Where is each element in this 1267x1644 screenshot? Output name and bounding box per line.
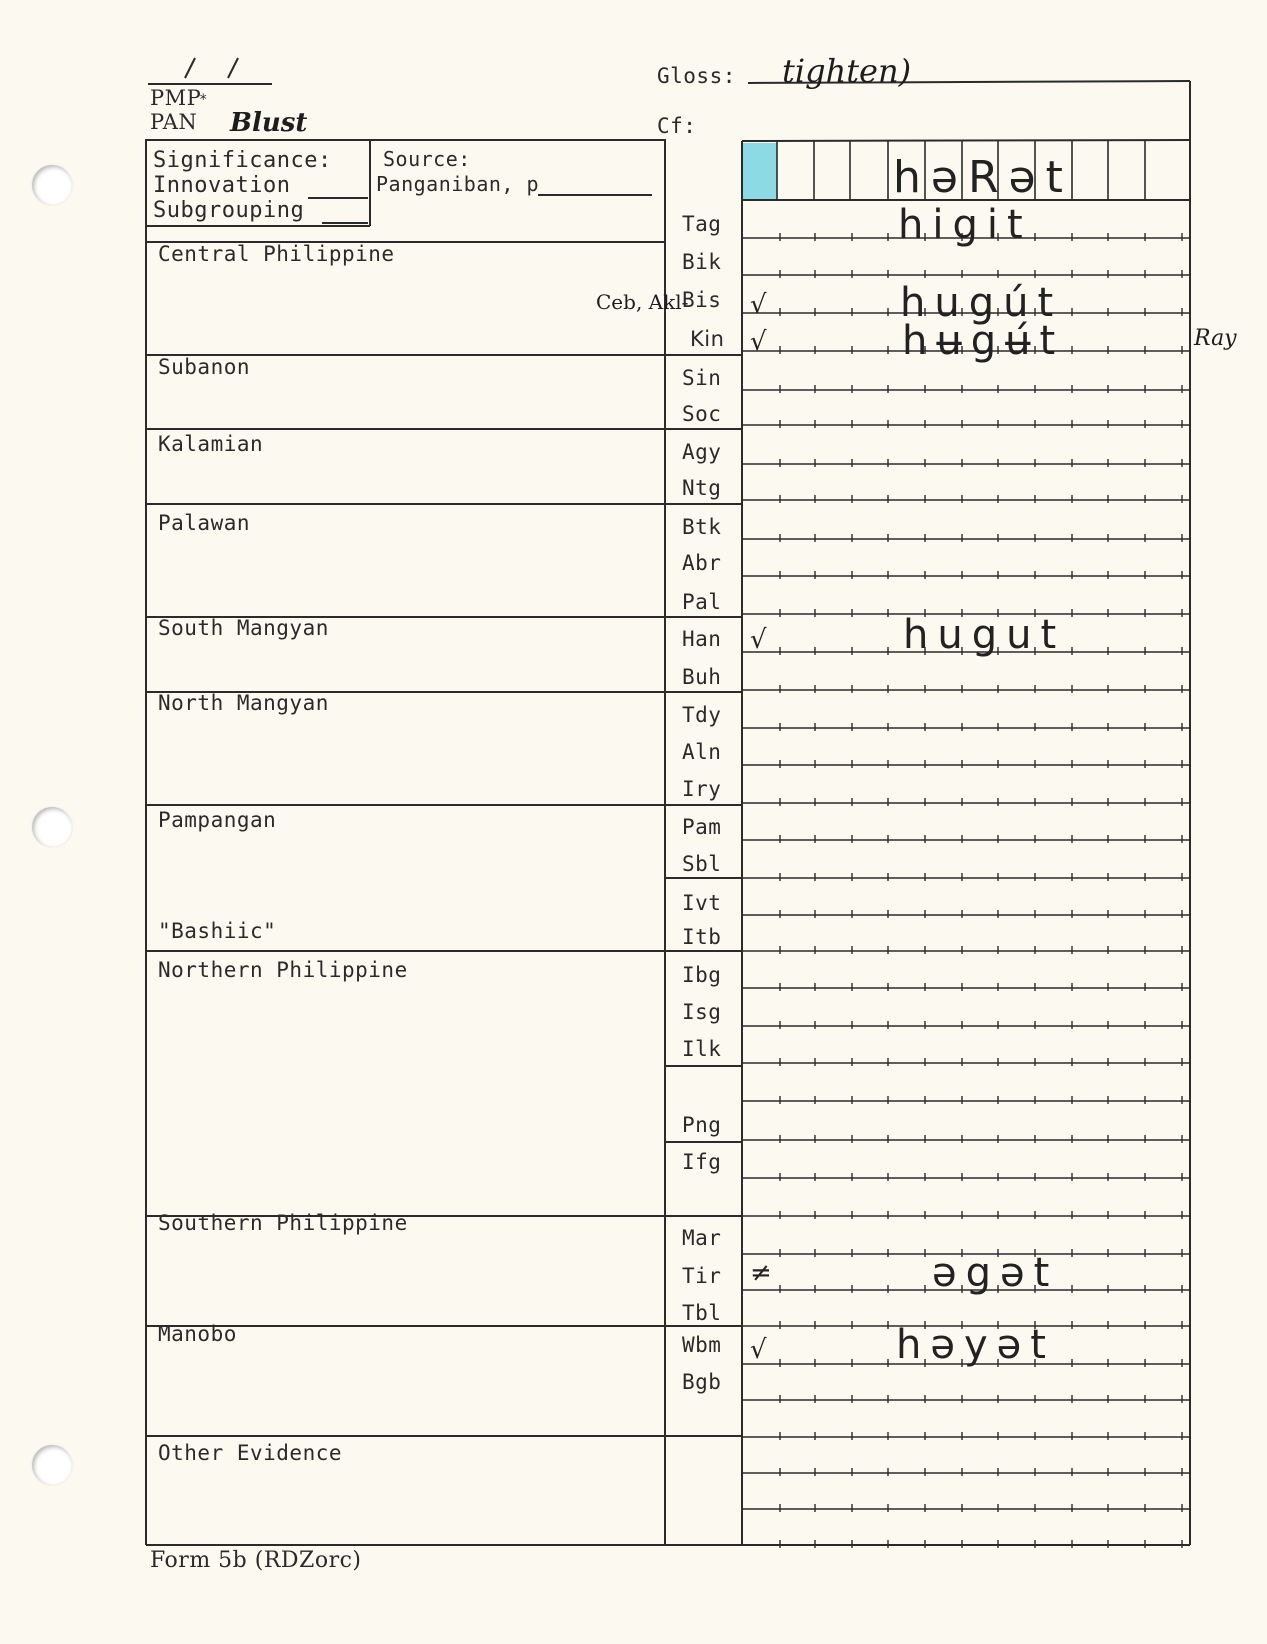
entry-bis: hugút: [900, 280, 1063, 326]
lang-tir: Tir: [682, 1264, 722, 1288]
lang-bik: Bik: [682, 250, 722, 274]
lang-ntg: Ntg: [682, 476, 722, 500]
lang-aln: Aln: [682, 740, 722, 764]
group-north-mangyan: North Mangyan: [158, 691, 329, 715]
lang-wbm: Wbm: [682, 1333, 722, 1357]
form-footer: Form 5b (RDZorc): [150, 1548, 362, 1573]
lang-tdy: Tdy: [682, 703, 722, 727]
lang-buh: Buh: [682, 665, 722, 689]
lang-sbl: Sbl: [682, 852, 722, 876]
check-han: √: [750, 625, 767, 655]
lang-soc: Soc: [682, 402, 722, 426]
group-pampangan: Pampangan: [158, 808, 277, 832]
significance-label: Significance:: [153, 148, 332, 173]
pan-annotation: Blust: [230, 108, 308, 138]
bis-prefix: Ceb, Akl-: [596, 290, 689, 314]
lang-bgb: Bgb: [682, 1370, 722, 1394]
entry-tag: higit: [898, 202, 1032, 248]
group-palawan: Palawan: [158, 511, 251, 535]
check-bis: √: [750, 290, 767, 320]
lang-iry: Iry: [682, 777, 722, 801]
source-label: Source:: [383, 147, 471, 171]
lang-btk: Btk: [682, 515, 722, 539]
innovation-label: Innovation: [153, 173, 291, 198]
pmp-asterisk: *: [199, 92, 208, 108]
lang-abr: Abr: [682, 551, 722, 575]
group-south-mangyan: South Mangyan: [158, 616, 329, 640]
gloss-label: Gloss:: [657, 64, 736, 88]
lang-agy: Agy: [682, 440, 722, 464]
kin-note: Ray: [1194, 326, 1237, 351]
entry-wbm: həyət: [896, 1322, 1055, 1368]
entry-kin: hʉgʉ́t: [902, 318, 1065, 364]
lang-pal: Pal: [682, 590, 722, 614]
group-southern-philippine: Southern Philippine: [158, 1211, 408, 1235]
lang-ibg: Ibg: [682, 963, 722, 987]
lang-ilk: Ilk: [682, 1037, 722, 1061]
lang-bis: Bis: [682, 288, 722, 312]
source-value: Panganiban, p: [376, 172, 540, 196]
check-tir: ≠: [750, 1258, 772, 1288]
lang-mar: Mar: [682, 1226, 722, 1250]
group-other-evidence: Other Evidence: [158, 1441, 343, 1465]
lang-ivt: Ivt: [682, 891, 722, 915]
lang-png: Png: [682, 1113, 722, 1137]
check-wbm: √: [750, 1335, 767, 1365]
pmp-label: PMP: [150, 86, 202, 110]
pan-label: PAN: [150, 110, 198, 134]
group-northern-philippine: Northern Philippine: [158, 958, 408, 982]
cf-label: Cf:: [657, 114, 697, 138]
entry-han: hugut: [903, 612, 1066, 658]
reconstruction: həRət: [893, 152, 1073, 203]
group-manobo: Manobo: [158, 1322, 237, 1346]
lang-sin: Sin: [682, 366, 722, 390]
entry-tir: əgət: [932, 1250, 1059, 1296]
lang-kin: Kin: [690, 327, 725, 351]
subgrouping-label: Subgrouping: [153, 198, 305, 223]
lang-han: Han: [682, 627, 722, 651]
group-kalamian: Kalamian: [158, 432, 264, 456]
gloss-value: tighten): [782, 52, 912, 90]
lang-isg: Isg: [682, 1000, 722, 1024]
lang-ifg: Ifg: [682, 1150, 722, 1174]
group-subanon: Subanon: [158, 355, 251, 379]
lang-pam: Pam: [682, 815, 722, 839]
group-bashiic: "Bashiic": [158, 919, 277, 943]
lang-tbl: Tbl: [682, 1301, 722, 1325]
group-central-philippine: Central Philippine: [158, 242, 395, 266]
lang-tag: Tag: [682, 212, 722, 236]
check-kin: √: [750, 327, 767, 357]
lang-itb: Itb: [682, 925, 722, 949]
